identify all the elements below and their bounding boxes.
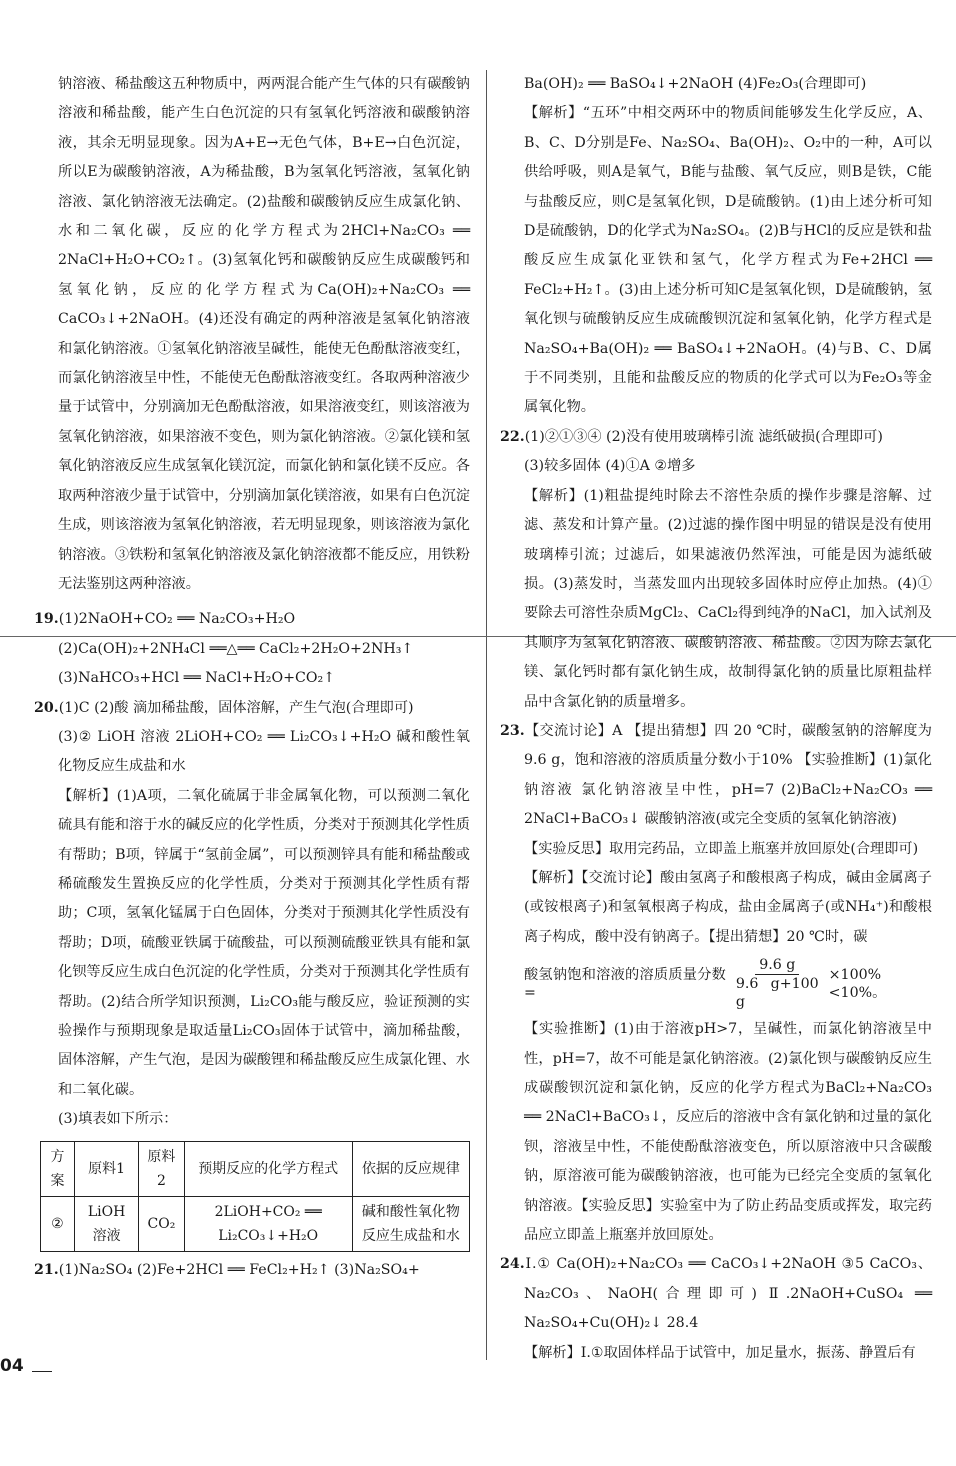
table-cell: CO₂ bbox=[139, 1196, 184, 1251]
q23-answer bbox=[500, 717, 932, 835]
q23-line-1: 【交流讨论】A 【提出猜想】四 20 ℃时，碳酸氢钠的溶解度为9.6 g，饱和溶液的溶质质量分数小于10% 【实验推断】(1)氯化钠溶液 氯化钠溶液呈中性，pH=7 (2)BaCl₂+Na₂CO₃ ══ 2NaCl+BaCO₃↓ 碳酸钠溶液(或完全变质的氢氧化钠溶液) bbox=[524, 722, 932, 828]
q19-answer-2: (2)Ca(OH)₂+2NH₄Cl ══△══ CaCl₂+2H₂O+2NH₃↑ bbox=[58, 640, 414, 657]
q21-explanation: 【解析】“五环”中相交两环中的物质间能够发生化学反应，A、B、C、D分别是Fe、Na₂SO₄、Ba(OH)₂、O₂中的一种，A可以供给呼吸，则A是氧气，B能与盐酸、氧气反应，则B是铁，C能与盐酸反应，则C是氢氧化钡，D是硫酸钠。(1)由上述分析可知D是硫酸钠，D的化学式为Na₂SO₄。(2)B与HCl的反应是铁和盐酸反应生成氯化亚铁和氢气，化学方程式为Fe+2HCl ══ FeCl₂+H₂↑。(3)由上述分析可知C是氢氧化钡，D是硫酸钠，氢氧化钡与硫酸钠反应生成硫酸钡沉淀和氢氧化钠，化学方程式是Na₂SO₄+Ba(OH)₂ ══ BaSO₄↓+2NaOH。(4)与B、C、D属于不同类别，且能和盐酸反应的物质的化学式可以为Fe₂O₃等金属氧化物。 bbox=[524, 105, 932, 416]
q23-explanation-1: 【解析】【交流讨论】酸由氢离子和酸根离子构成，碱由金属离子(或铵根离子)和氢氧根离子构成，盐由金属离子(或NH₄⁺)和酸根离子构成，酸中没有钠离子。【提出猜想】20 ℃时，碳 bbox=[524, 869, 932, 945]
q19-number: 19. bbox=[34, 611, 59, 628]
q21-line-1: (1)Na₂SO₄ (2)Fe+2HCl ══ FeCl₂+H₂↑ (3)Na₂SO₄+ bbox=[58, 1261, 420, 1278]
page-number-dash bbox=[32, 1371, 52, 1372]
q18-explanation-continued: 钠溶液、稀盐酸这五种物质中，两两混合能产生气体的只有碳酸钠溶液和稀盐酸，能产生白色沉淀的只有氢氧化钙溶液和碳酸钠溶液，其余无明显现象。因为A+E→无色气体，B+E→白色沉淀，所以E为碳酸钠溶液，A为稀盐酸，B为氢氧化钙溶液，氢氧化钠溶液、氯化钠溶液无法确定。(2)盐酸和碳酸钠反应生成氯化钠、水和二氧化碳，反应的化学方程式为2HCl+Na₂CO₃ ══ 2NaCl+H₂O+CO₂↑。(3)氢氧化钙和碳酸钠反应生成碳酸钙和氢氧化钠，反应的化学方程式为Ca(OH)₂+Na₂CO₃ ══ CaCO₃↓+2NaOH。(4)还没有确定的两种溶液是氢氧化钠溶液和氯化钠溶液。①氢氧化钠溶液呈碱性，能使无色酚酞溶液变红，而氯化钠溶液呈中性，不能使无色酚酞溶液变红。各取两种溶液少量于试管中，分别滴加无色酚酞溶液，如果溶液变红，则该溶液为氢氧化钠溶液，如果溶液不变色，则为氯化钠溶液。②氯化镁和氢氧化钠溶液反应生成氢氧化镁沉淀，而氯化钠和氯化镁不反应。各取两种溶液少量于试管中，分别滴加氯化镁溶液，如果有白色沉淀生成，则该溶液为氢氧化钠溶液，若无明显现象，则该溶液为氯化钠溶液。③铁粉和氢氧化钠溶液及氯化钠溶液都不能反应，用铁粉无法鉴别这两种溶液。 bbox=[58, 76, 470, 592]
q24-line-1: Ⅰ.① Ca(OH)₂+Na₂CO₃ ══ CaCO₃↓+2NaOH ③5 CaCO₃、Na₂CO₃、NaOH(合理即可) Ⅱ.2NaOH+CuSO₄ ══ Na₂SO₄+Cu(OH)₂↓ 28.4 bbox=[524, 1256, 932, 1332]
q22-answer-1 bbox=[500, 423, 932, 452]
fraction-denominator: 9.6 g+100 g bbox=[735, 976, 819, 1011]
q22-answer-2: (3)较多固体 (4)①A ②增多 bbox=[524, 458, 696, 475]
q22-number: 22. bbox=[500, 428, 525, 445]
q24-number: 24. bbox=[500, 1256, 525, 1273]
q20-line-1: (1)C (2)酸 滴加稀盐酸，固体溶解，产生气泡(合理即可) bbox=[58, 699, 414, 716]
table-row bbox=[41, 1196, 470, 1251]
fraction-prefix: 酸氢钠饱和溶液的溶质质量分数 = bbox=[524, 966, 726, 1001]
q24-explanation: 【解析】Ⅰ.①取固体样品于试管中，加足量水，振荡、静置后有 bbox=[524, 1344, 916, 1361]
table-cell: LiOH溶液 bbox=[74, 1196, 138, 1251]
q19-answer-3: (3)NaHCO₃+HCl ══ NaCl+H₂O+CO₂↑ bbox=[58, 670, 336, 687]
fraction-numerator: 9.6 g bbox=[755, 956, 799, 975]
table-header-cell: 原料2 bbox=[139, 1141, 184, 1196]
table-cell: 碱和酸性氧化物反应生成盐和水 bbox=[352, 1196, 469, 1251]
table-header-cell: 预期反应的化学方程式 bbox=[184, 1141, 352, 1196]
q24-answer bbox=[500, 1250, 932, 1338]
q21-number: 21. bbox=[34, 1261, 59, 1278]
q23-explanation-2: 【实验推断】(1)由于溶液pH>7，呈碱性，而氯化钠溶液呈中性，pH=7，故不可能是氯化钠溶液。(2)氯化钡与碳酸钠反应生成碳酸钡沉淀和氯化钠，反应的化学方程式为BaCl₂+Na₂CO₃ ══ 2NaCl+BaCO₃↓，反应后的溶液中含有氯化钠和过量的氯化钡，溶液呈中性，不能使酚酞溶液变色，所以原溶液中只含碳酸钠，原溶液可能为碳酸钠溶液，也可能为已经完全变质的氢氧化钠溶液。【实验反思】实验室中为了防止药品变质或挥发，取完药品应立即盖上瓶塞并放回原处。 bbox=[524, 1021, 932, 1244]
q19-answer-1 bbox=[34, 605, 470, 634]
q20-answer-2: (3)② LiOH 溶液 2LiOH+CO₂ ══ Li₂CO₃↓+H₂O 碱和酸性氧化物反应生成盐和水 bbox=[58, 728, 470, 775]
table-header-cell: 依据的反应规律 bbox=[352, 1141, 469, 1196]
q20-answer-table bbox=[40, 1141, 470, 1252]
right-column bbox=[500, 70, 932, 1368]
table-cell: 2LiOH+CO₂ ══ Li₂CO₃↓+H₂O bbox=[184, 1196, 352, 1251]
q19-line-1: (1)2NaOH+CO₂ ══ Na₂CO₃+H₂O bbox=[58, 611, 296, 628]
q20-answer-1 bbox=[34, 694, 470, 723]
table-header-cell: 方案 bbox=[41, 1141, 75, 1196]
fraction-suffix: ×100%<10%。 bbox=[828, 966, 887, 1001]
table-header-row bbox=[41, 1141, 470, 1196]
q23-fraction-line bbox=[500, 952, 932, 1015]
page-number: 04 bbox=[0, 1356, 24, 1376]
left-column bbox=[34, 70, 470, 1285]
q21-answer-continued: Ba(OH)₂ ══ BaSO₄↓+2NaOH (4)Fe₂O₃(合理即可) bbox=[524, 76, 867, 92]
q23-reflection: 【实验反思】取用完药品，立即盖上瓶塞并放回原处(合理即可) bbox=[524, 840, 919, 857]
q21-answer bbox=[34, 1256, 470, 1285]
q20-number: 20. bbox=[34, 699, 59, 716]
table-header-cell: 原料1 bbox=[74, 1141, 138, 1196]
fraction bbox=[732, 956, 823, 1011]
q20-table-intro: (3)填表如下所示： bbox=[58, 1111, 178, 1128]
column-divider bbox=[486, 70, 487, 1360]
q22-line-1: (1)②①③④ (2)没有使用玻璃棒引流 滤纸破损(合理即可) bbox=[524, 428, 883, 445]
q20-explanation: 【解析】(1)A项，二氧化硫属于非金属氧化物，可以预测二氧化硫具有能和溶于水的碱反应的化学性质，分类对于预测其化学性质有帮助；B项，锌属于“氢前金属”，可以预测锌具有能和稀盐酸或稀硫酸发生置换反应的化学性质，分类对于预测其化学性质有帮助；C项，氢氧化锰属于白色固体，分类对于预测其化学性质没有帮助；D项，硫酸亚铁属于硫酸盐，可以预测硫酸亚铁具有能和氯化钡等反应生成白色沉淀的化学性质，分类对于预测其化学性质有帮助。(2)结合所学知识预测，Li₂CO₃能与酸反应，验证预测的实验操作与预期现象是取适量Li₂CO₃固体于试管中，滴加稀盐酸，固体溶解，产生气泡，是因为碳酸锂和稀盐酸反应生成氯化锂、水和二氧化碳。 bbox=[58, 787, 470, 1098]
q23-number: 23. bbox=[500, 722, 525, 739]
q22-explanation: 【解析】(1)粗盐提纯时除去不溶性杂质的操作步骤是溶解、过滤、蒸发和计算产量。(2)过滤的操作图中明显的错误是没有使用玻璃棒引流；过滤后，如果滤液仍然浑浊，可能是因为滤纸破损。(3)蒸发时，当蒸发皿内出现较多固体时应停止加热。(4)①要除去可溶性杂质MgCl₂、CaCl₂得到纯净的NaCl，加入试剂及其顺序为氢氧化钠溶液、碳酸钠溶液、稀盐酸。②因为除去氯化镁、氯化钙时都有氯化钠生成，故制得氯化钠的质量比原粗盐样品中含氯化钠的质量增多。 bbox=[524, 487, 932, 710]
table-cell: ② bbox=[41, 1196, 75, 1251]
